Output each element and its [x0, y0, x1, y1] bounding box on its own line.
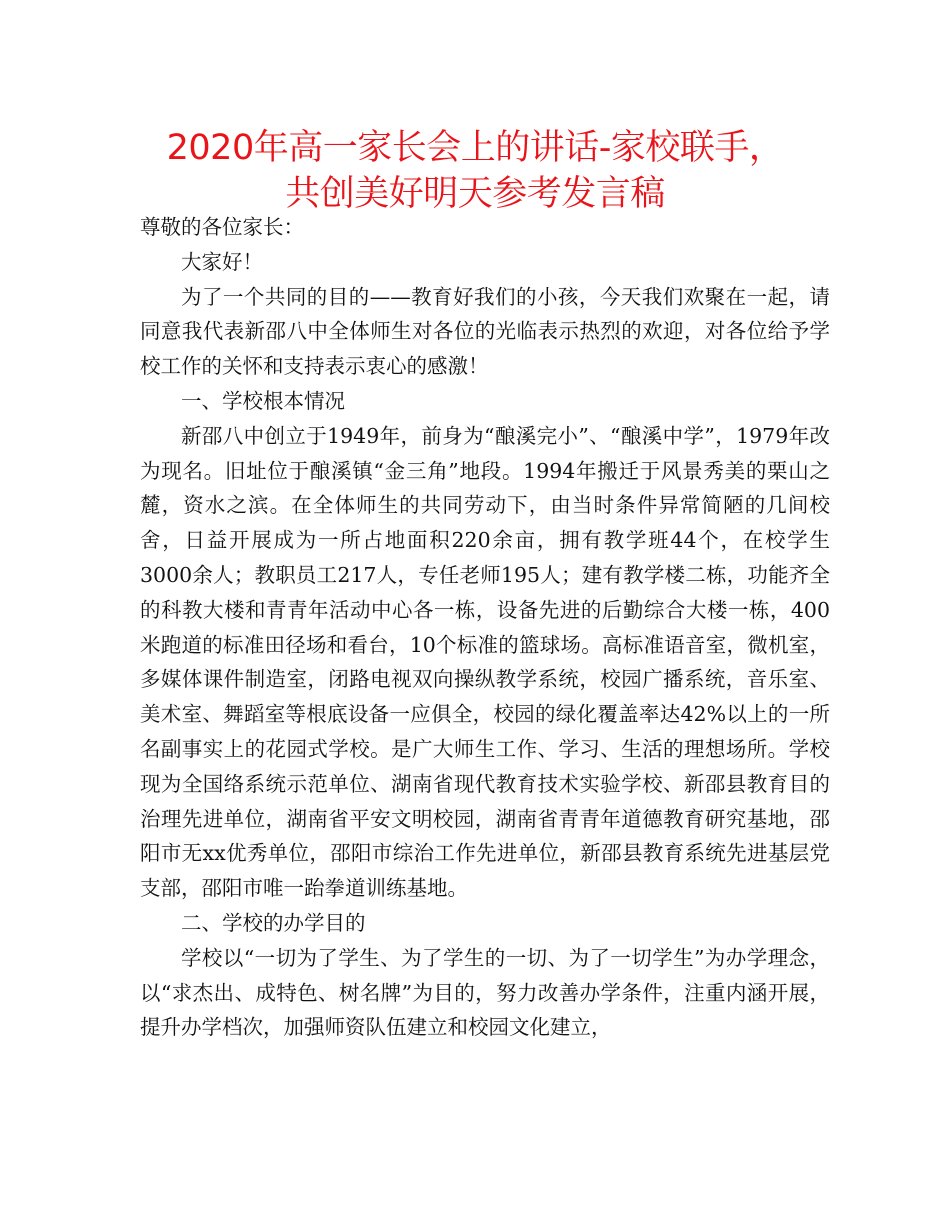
greeting: 大家好！: [181, 249, 263, 274]
document-body: [140, 210, 830, 1045]
paragraph-school-overview: 新邵八中创立于1949年，前身为“酿溪完小”、“酿溪中学”，1979年改为现名。旧址位于酿溪镇“金三角”地段。1994年搬迁于风景秀美的栗山之麓，资水之滨。在全体师生的共同劳动下，由当时条件异常简陋的几间校舍，日益开展成为一所占地面积220余亩，拥有教学班44个，在校学生3000余人；教职员工217人，专任老师195人；建有教学楼二栋，功能齐全的科教大楼和青青年活动中心各一栋，设备先进的后勤综合大楼一栋，400米跑道的标准田径场和看台，10个标准的篮球场。高标准语音室，微机室，多媒体课件制造室，闭路电视双向操纵教学系统，校园广播系统，音乐室、美术室、舞蹈室等根底设备一应俱全，校园的绿化覆盖率达42%以上的一所名副事实上的花园式学校。是广大师生工作、学习、生活的理想场所。学校现为全国络系统示范单位、湖南省现代教育技术实验学校、新邵县教育目的治理先进单位，湖南省平安文明校园，湖南省青青年道德教育研究基地，邵阳市无xx优秀单位，邵阳市综治工作先进单位，新邵县教育系统先进基层党支部，邵阳市唯一跆拳道训练基地。: [140, 423, 830, 901]
section-heading-2: 二、学校的办学目的: [181, 910, 366, 935]
document-title-line-1: 2020年高一家长会上的讲话-家校联手，: [166, 128, 784, 168]
paragraph-welcome: 为了一个共同的目的——教育好我们的小孩，今天我们欢聚在一起，请同意我代表新邵八中全体师生对各位的光临表示热烈的欢迎，对各位给予学校工作的关怀和支持表示衷心的感激！: [140, 284, 830, 379]
document-title-line-2: 共创美好明天参考发言稿: [285, 174, 665, 214]
salutation: 尊敬的各位家长：: [140, 215, 304, 239]
section-heading-1: 一、学校根本情况: [181, 388, 345, 413]
paragraph-school-goals: 学校以“一切为了学生、为了学生的一切、为了一切学生”为办学理念，以“求杰出、成特色、树名牌”为目的，努力改善办学条件，注重内涵开展，提升办学档次，加强师资队伍建立和校园文化建立，: [140, 945, 830, 1040]
